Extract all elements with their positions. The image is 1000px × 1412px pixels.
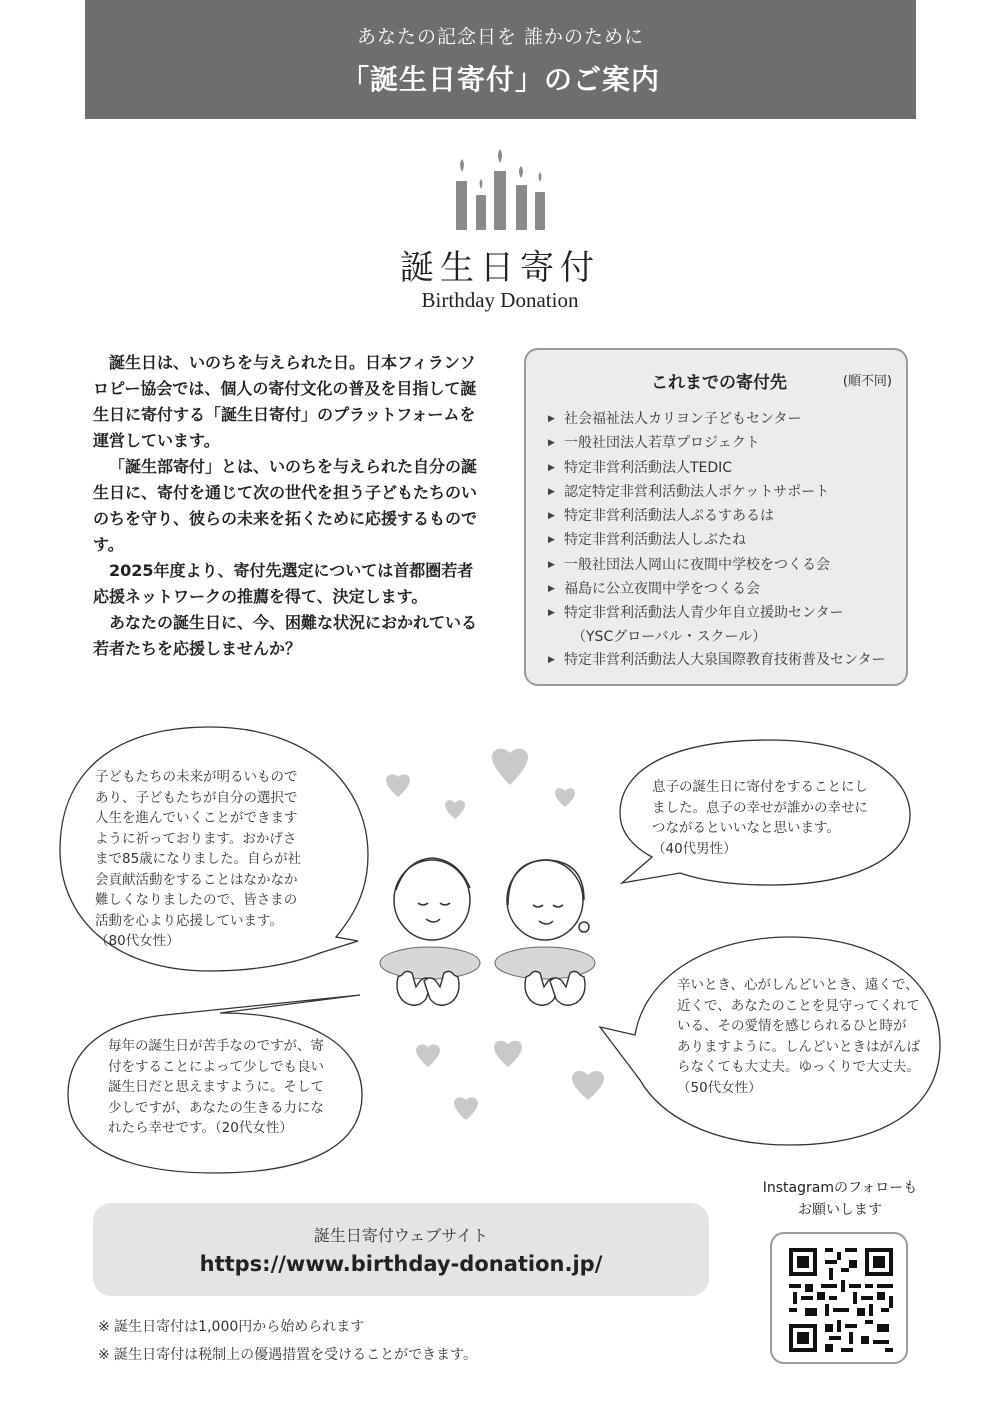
website-url-link[interactable]: https://www.birthday-donation.jp/ — [199, 1252, 603, 1276]
recipients-heading: これまでの寄付先 — [651, 373, 787, 393]
heart-icon — [572, 1071, 604, 1100]
footnote: ※ 誕生日寄付は1,000円から始められます — [98, 1319, 365, 1335]
testimonial-40s-male: 息子の誕生日に寄付をすることにし ました。息子の幸せが誰かの幸せに つながるといいなと思います。 （40代男性） — [652, 779, 868, 857]
list-item-continuation: （YSCグローバル・スクール） — [572, 628, 767, 645]
list-item: ▶ 一般社団法人岡山に夜間中学校をつくる会 — [546, 553, 892, 577]
triangle-bullet-icon: ▶ — [548, 608, 555, 619]
header-banner — [85, 0, 916, 119]
heart-icon — [492, 749, 528, 785]
instagram-qr-box[interactable] — [770, 1232, 908, 1364]
qr-code-icon[interactable] — [789, 1248, 893, 1352]
triangle-bullet-icon: ▶ — [548, 511, 555, 522]
triangle-bullet-icon: ▶ — [548, 584, 555, 595]
list-item: ▶ 社会福祉法人カリヨン子どもセンター — [546, 407, 892, 431]
recipients-order-note: (順不同) — [842, 374, 892, 389]
intro-paragraph: 2025年度より、寄付先選定については首都圏若者応援ネットワークの推薦を得て、決定します。 — [93, 561, 474, 606]
list-item: ▶ 特定非営利活動法人ぷるすあるは — [546, 504, 892, 528]
heart-icon — [386, 774, 410, 797]
recipients-title — [546, 368, 892, 393]
triangle-bullet-icon: ▶ — [548, 438, 555, 449]
testimonial-80s-female: 子どもたちの未来が明るいもので あり、子どもたちが自分の選択で 人生を進んでいくことができます ように祈っております。おかげさ まで85歳になりました。自らが社 会貢献活動をすることはなかなか 難しくなりましたので、皆さまの 活動を心より応援しています。 （80代女性） — [95, 769, 302, 949]
logo-japanese-text: 誕生日寄付 — [400, 248, 600, 288]
intro-text — [93, 350, 485, 662]
past-recipients-panel — [524, 348, 908, 686]
triangle-bullet-icon: ▶ — [548, 462, 555, 473]
testimonial-50s-female: 辛いとき、心がしんどいとき、遠くで、 近くで、あなたのことを見守ってくれて いる、その愛情を感じられるひと時が ありますように。しんどいときはがんば らなくても大丈夫。ゆっくりで大丈夫。 （50代女性） — [677, 977, 920, 1096]
logo-english-text: Birthday Donation — [421, 288, 579, 312]
website-box — [93, 1203, 709, 1296]
list-item: ▶ 特定非営利活動法人青少年自立援助センター — [546, 601, 892, 625]
list-item: ▶ 一般社団法人若草プロジェクト — [546, 431, 892, 455]
triangle-bullet-icon: ▶ — [548, 559, 555, 570]
list-item: ▶ 特定非営利活動法人TEDIC — [546, 456, 892, 480]
list-item: ▶ 特定非営利活動法人大泉国際教育技術普及センター — [546, 648, 892, 672]
testimonials-area — [0, 715, 1000, 1185]
triangle-bullet-icon: ▶ — [548, 486, 555, 497]
heart-icon — [555, 788, 575, 807]
footnote: ※ 誕生日寄付は税制上の優遇措置を受けることができます。 — [98, 1347, 478, 1363]
list-item: ▶ 認定特定非営利活動法人ポケットサポート — [546, 480, 892, 504]
candles-logo-icon — [440, 145, 560, 235]
website-label: 誕生日寄付ウェブサイト — [313, 1226, 489, 1245]
intro-paragraph: 誕生日は、いのちを与えられた日。日本フィランソロピー協会では、個人の寄付文化の普及を目指して誕生日に寄付する「誕生日寄付」のプラットフォームを運営しています。 — [93, 353, 477, 450]
intro-paragraph: あなたの誕生日に、今、困難な状況におかれている若者たちを応援しませんか？ — [93, 613, 478, 658]
triangle-bullet-icon: ▶ — [548, 414, 555, 424]
heart-icon — [445, 800, 465, 819]
heart-icon — [494, 1041, 522, 1067]
footnotes — [98, 1313, 477, 1369]
heart-icon — [416, 1044, 440, 1067]
list-item: ▶ 福島に公立夜間中学をつくる会 — [546, 577, 892, 601]
recipients-list — [546, 407, 892, 672]
header-subtitle: あなたの記念日を 誰かのために — [356, 26, 645, 48]
header-title: 「誕生日寄付」のご案内 — [340, 63, 660, 96]
intro-paragraph: 「誕生部寄付」とは、いのちを与えられた自分の誕生日に、寄付を通じて次の世代を担う子どもたちのいのちを守り、彼らの未来を拓くために応援するものです。 — [93, 457, 478, 554]
testimonial-20s-female: 毎年の誕生日が苦手なのですが、寄 付をすることによって少しでも良い 誕生日だと思えますように。そして 少しですが、あなたの生きる力にな れたら幸せです。（20代女性） — [108, 1038, 324, 1136]
triangle-bullet-icon: ▶ — [548, 654, 555, 665]
heart-icon — [454, 1097, 478, 1120]
list-item: ▶ 特定非営利活動法人しぶたね — [546, 528, 892, 552]
people-illustration — [394, 858, 589, 940]
instagram-follow-text: Instagramのフォローも お願いします — [762, 1180, 918, 1218]
triangle-bullet-icon: ▶ — [548, 535, 555, 546]
